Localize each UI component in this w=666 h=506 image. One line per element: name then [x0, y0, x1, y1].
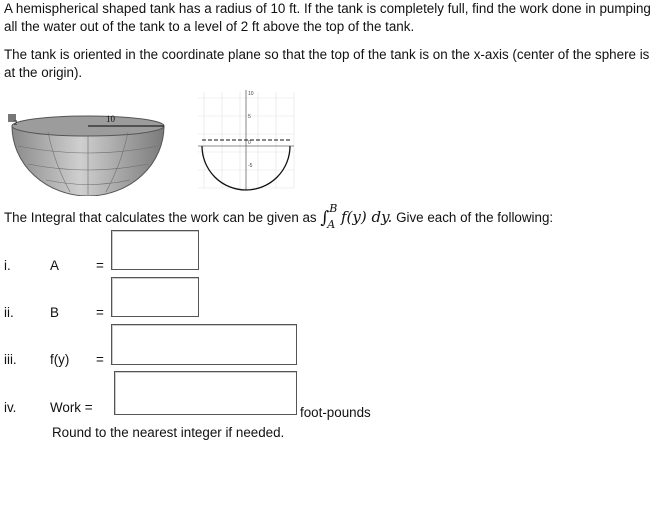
radius-label: 10 [106, 114, 115, 124]
item-label-b: B [50, 305, 59, 320]
rounding-note: Round to the nearest integer if needed. [52, 425, 285, 440]
intro-text: The Integral that calculates the work can be given as [4, 210, 317, 225]
integral-sign: ∫ [320, 208, 330, 228]
item-numeral-iv: iv. [4, 400, 17, 415]
answer-work-input[interactable] [114, 371, 297, 415]
y-tick-10: 10 [248, 91, 254, 97]
integral-upper-limit: B [329, 202, 338, 216]
height-label: 2 [14, 119, 18, 127]
answer-fy-input[interactable] [111, 324, 297, 365]
coordinate-plot [194, 88, 298, 192]
give-text: Give each of the following: [396, 210, 554, 225]
item-numeral-iii: iii. [4, 352, 17, 367]
integrand: f(y) dy. [340, 208, 393, 226]
equals-sign: = [96, 305, 104, 320]
y-tick-neg5: -5 [248, 163, 253, 169]
item-label-work: Work = [50, 400, 93, 415]
tank-3d-illustration [8, 112, 168, 196]
orientation-statement: The tank is oriented in the coordinate plane so that the top of the tank is on the x-axis (center of the sphere is at the origin). [4, 47, 650, 80]
answer-b-input[interactable] [111, 277, 199, 317]
item-label-a: A [50, 258, 59, 273]
integral-limits [327, 202, 338, 232]
integral-lower-limit: A [327, 218, 336, 232]
y-tick-5: 5 [248, 114, 251, 120]
equals-sign: = [96, 352, 104, 367]
equals-sign: = [96, 258, 104, 273]
integral-intro [4, 202, 554, 232]
item-numeral-ii: ii. [4, 305, 14, 320]
answer-a-input[interactable] [111, 230, 199, 270]
problem-statement: A hemispherical shaped tank has a radius of 10 ft. If the tank is completely full, find the work done in pumping all the water out of the tank to a level of 2 ft above the top of the tank. [4, 1, 651, 34]
item-label-fy: f(y) [50, 352, 70, 367]
unit-label: foot-pounds [300, 405, 371, 420]
y-tick-0: 0 [248, 140, 251, 146]
item-numeral-i: i. [4, 258, 11, 273]
